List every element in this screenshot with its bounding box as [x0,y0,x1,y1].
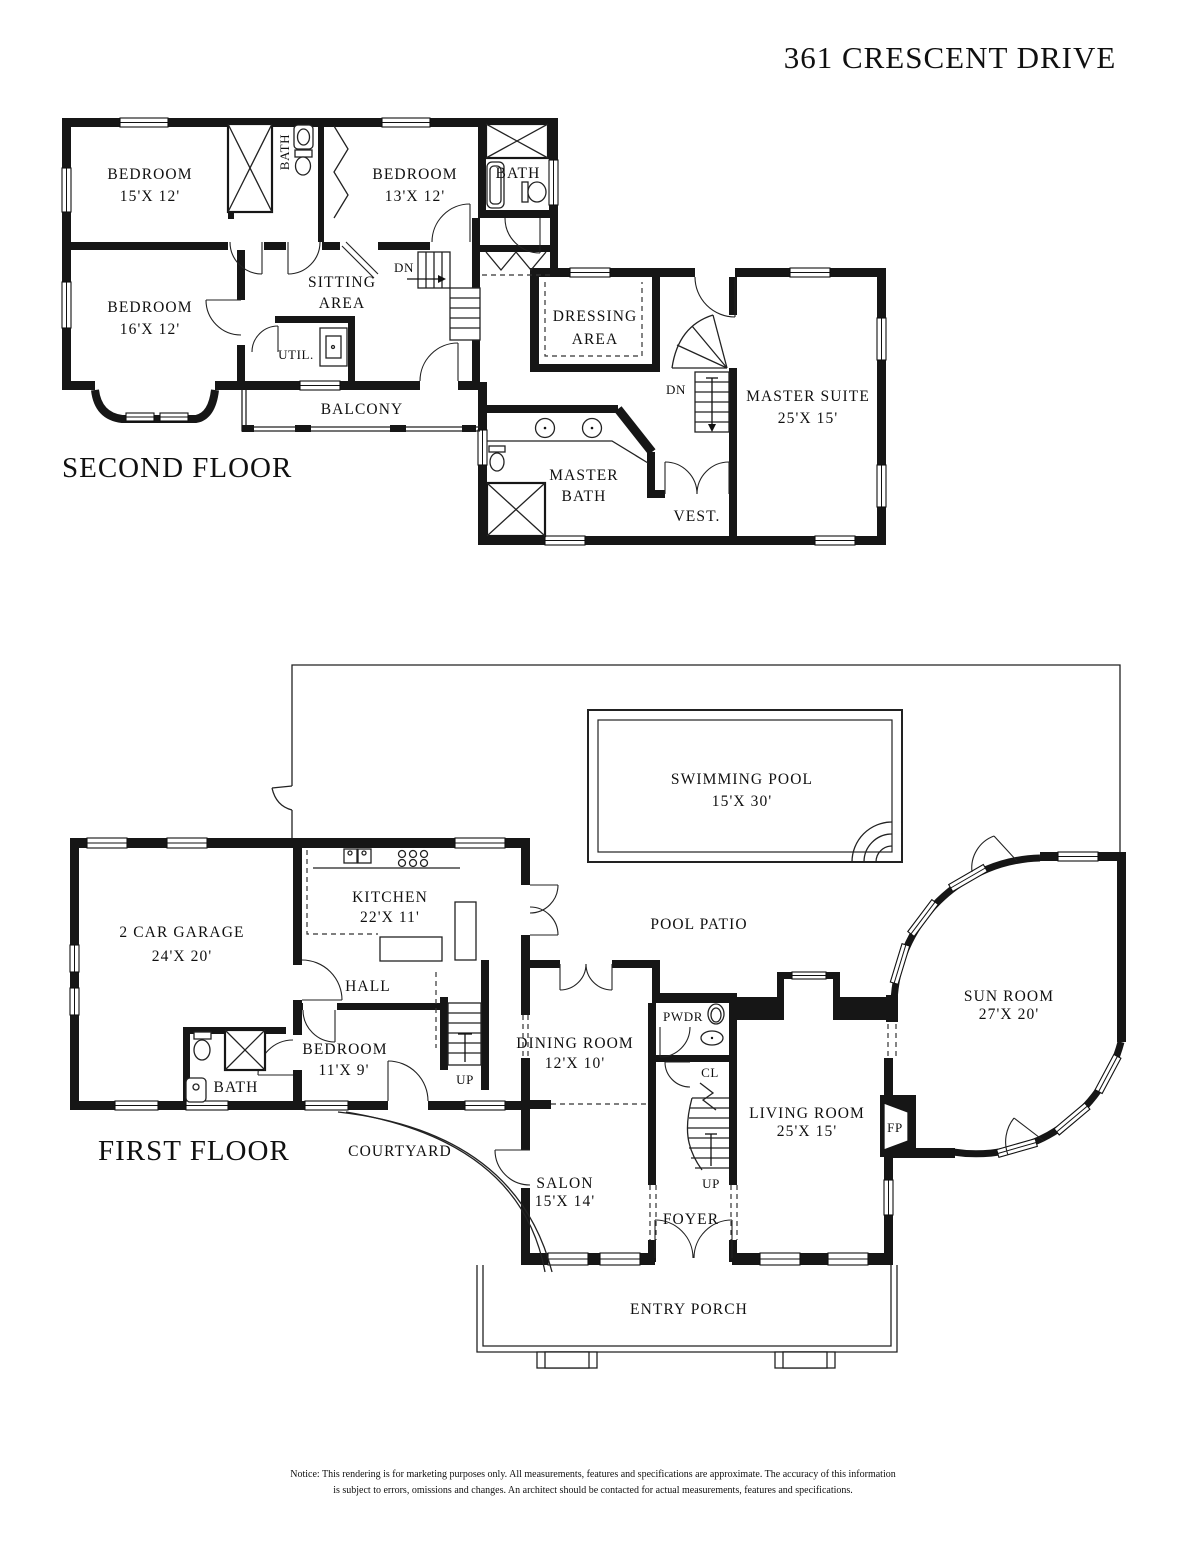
window [160,413,188,421]
label-sf-master-suite-name: MASTER SUITE [746,388,870,405]
window [828,1253,868,1265]
label-ff-up-back: UP [456,1072,474,1087]
window [70,988,79,1015]
label-sf-dn-master: DN [666,382,686,397]
window [890,944,909,985]
window [87,838,127,848]
double-door-arc [530,885,558,935]
window [1058,852,1098,861]
door-arc [303,1010,335,1042]
notice-line2: is subject to errors, omissions and changes. An architect should be contacted for actual measurements, features and specifications. [333,1485,853,1496]
window [570,268,610,277]
window [760,1253,800,1265]
label-sf-balcony: BALCONY [320,401,404,418]
label-sf-dressing2: AREA [571,331,619,348]
door-arc [230,242,262,274]
window [455,838,505,848]
window [1095,1054,1121,1093]
label-sf-sitting2: AREA [318,295,366,312]
label-sf-bedroom2-name: BEDROOM [372,166,458,183]
door-arc [665,1062,690,1087]
label-sf-sitting1: SITTING [308,274,376,291]
label-ff-dining-dims: 12'X 10' [544,1055,606,1072]
label-second-floor: SECOND FLOOR [62,452,293,484]
label-sf-dressing1: DRESSING [552,308,638,325]
label-sf-master-bath1: MASTER [549,467,619,484]
window [70,945,79,972]
toilet-icon [194,1032,211,1060]
shower-icon [225,1030,265,1070]
window [790,268,830,277]
kitchen-island [380,937,442,961]
window [465,1101,505,1110]
shower-icon [487,483,545,536]
label-sf-master-bath2: BATH [561,488,607,505]
closet-icon [486,124,548,158]
window [997,1139,1038,1158]
closet-rod-zigzag [700,1083,716,1110]
window [115,1101,158,1110]
label-first-floor: FIRST FLOOR [98,1135,290,1167]
window [792,972,826,979]
window [167,838,207,848]
porch-step [537,1352,597,1368]
door-arc [660,1027,690,1057]
notice-line1: Notice: This rendering is for marketing purposes only. All measurements, features and specifications are approximate. The accuracy of this information [290,1469,896,1480]
window [545,536,585,545]
double-door-arc [665,462,729,494]
window [305,1101,348,1110]
label-ff-garage-name: 2 CAR GARAGE [119,924,245,941]
vanity-sinks-icon [487,419,648,464]
label-ff-salon-dims: 15'X 14' [534,1193,596,1210]
label-sf-bedroom1-dims: 15'X 12' [119,188,181,205]
bifold-door [334,126,348,218]
label-ff-pool-name: SWIMMING POOL [670,771,814,788]
sink-icon [701,1031,723,1045]
range-icon [399,851,428,867]
window [382,118,430,127]
window [884,1180,893,1215]
label-ff-living-name: LIVING ROOM [749,1105,865,1122]
fridge-icon [455,902,476,960]
label-ff-kitchen-name: KITCHEN [352,889,428,906]
second-floor-plan [62,118,886,545]
toilet-icon [522,182,546,202]
door-arc [432,204,470,242]
door-arc [302,960,342,1000]
bathtub-icon [294,125,313,149]
label-sf-bath1: BATH [277,133,292,171]
label-ff-dining-name: DINING ROOM [516,1035,634,1052]
stairs-dn-master [672,315,729,432]
label-sf-util: UTIL. [278,347,314,362]
water-heater-icon [320,328,347,366]
label-ff-living-dims: 25'X 15' [776,1123,838,1140]
door-arc [288,242,320,274]
window [600,1253,640,1265]
label-ff-pool-patio: POOL PATIO [650,916,748,933]
window [126,413,154,421]
window [549,160,558,205]
label-sf-bedroom2-dims: 13'X 12' [384,188,446,205]
window [877,465,886,507]
window [1054,1103,1090,1135]
stairs-up-back [440,960,489,1090]
label-ff-sunroom-name: SUN ROOM [963,988,1055,1005]
label-sf-bath2: BATH [495,165,541,182]
label-ff-salon-name: SALON [536,1175,594,1192]
label-ff-sunroom-dims: 27'X 20' [978,1006,1040,1023]
window [62,168,71,212]
label-ff-cl: CL [701,1065,719,1080]
window [815,536,855,545]
window [120,118,168,127]
shower-icon [228,124,272,212]
label-ff-bedroom-dims: 11'X 9' [318,1062,370,1079]
door-arc [420,343,458,381]
door-arc [252,326,278,352]
window [300,381,340,390]
window [877,318,886,360]
courtyard-wall [338,1112,552,1272]
door-angled [342,242,378,278]
label-ff-foyer: FOYER [662,1211,720,1228]
label-ff-fp: FP [887,1120,903,1135]
label-sf-dn-west: DN [394,260,414,275]
toilet-icon [295,150,312,175]
stairs-up-main [687,1083,729,1170]
label-ff-entry-porch: ENTRY PORCH [630,1301,748,1318]
label-sf-bedroom3-name: BEDROOM [107,299,193,316]
stairs-dn-west [407,252,480,340]
bathtub-icon [186,1078,206,1102]
label-ff-pool-dims: 15'X 30' [711,793,773,810]
window [949,865,988,892]
double-door-arc [560,964,612,990]
page-title: 361 CRESCENT DRIVE [783,40,1117,75]
bay-window [95,390,215,421]
label-ff-hall: HALL [345,978,391,995]
label-ff-bath: BATH [213,1079,259,1096]
first-floor-plan [70,665,1126,1368]
window [908,900,938,937]
label-ff-courtyard: COURTYARD [348,1143,452,1160]
window [478,430,487,465]
window [62,282,71,328]
toilet-icon [708,1004,724,1024]
label-sf-vest: VEST. [673,508,721,525]
label-sf-master-suite-dims: 25'X 15' [777,410,839,427]
kitchen-sink-icon [344,849,371,863]
toilet-icon [489,446,505,471]
label-ff-up-main: UP [702,1176,720,1191]
label-ff-garage-dims: 24'X 20' [151,948,213,965]
door-arc [206,300,241,335]
label-ff-bedroom-name: BEDROOM [302,1041,388,1058]
window [548,1253,588,1265]
door-arc [388,1061,428,1101]
label-ff-kitchen-dims: 22'X 11' [360,909,420,926]
label-sf-bedroom3-dims: 16'X 12' [119,321,181,338]
label-ff-pwdr: PWDR [663,1009,703,1024]
porch-step [775,1352,835,1368]
label-sf-bedroom1-name: BEDROOM [107,166,193,183]
